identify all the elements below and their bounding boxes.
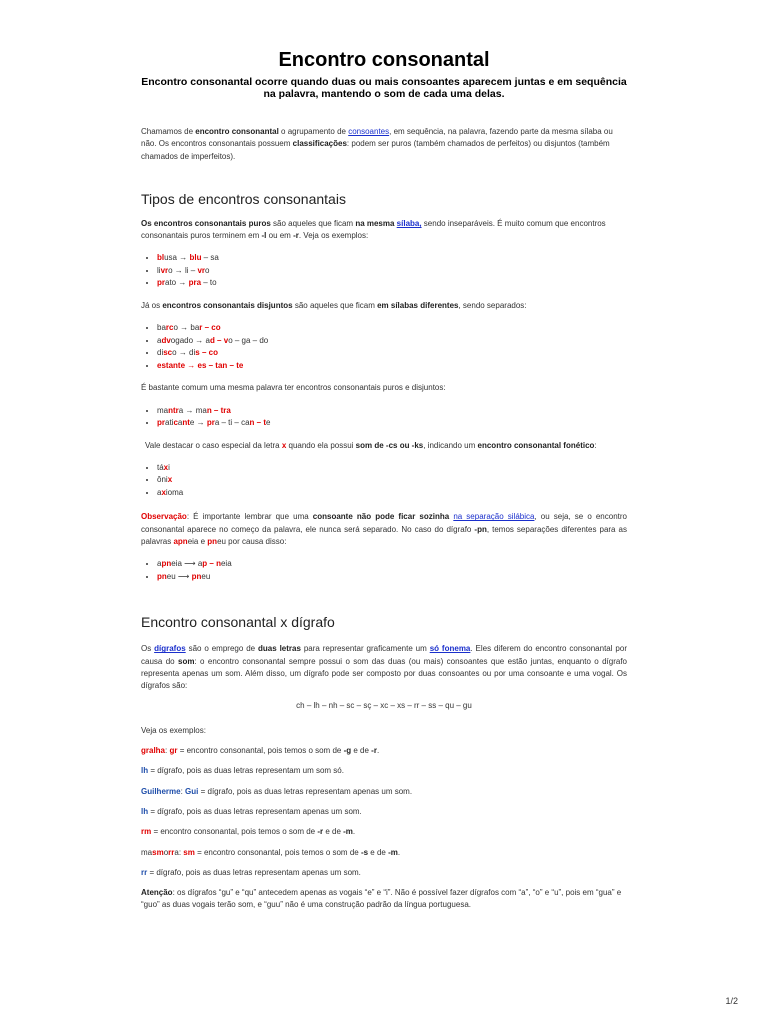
list-item: • ônix: [157, 474, 627, 487]
list-mistos: [141, 405, 627, 430]
list-item: • blusa → blu – sa: [157, 252, 627, 265]
list-item: • axioma: [157, 487, 627, 500]
list-x: [141, 462, 627, 500]
paragraph-observacao: Observação: É importante lembrar que uma consoante não pode ficar sozinha na separação silábica, ou seja, se o encontro consonantal aparece no começo da palavra, ele nunca será separado. No caso do dígrafo -pn, temos separações diferentes para as palavras apneia e pneu por causa disso:: [141, 512, 627, 546]
digrafos-list: ch – lh – nh – sc – sç – xc – xs – rr – ss – qu – gu: [296, 701, 472, 711]
example-rr: rr = dígrafo, pois as duas letras representam apenas um som.: [141, 867, 361, 877]
paragraph-disjuntos: Já os encontros consonantais disjuntos são aqueles que ficam em sílabas diferentes, sendo separados:: [141, 300, 527, 310]
list-pn: [141, 558, 627, 583]
section-heading-digrafo: Encontro consonantal x dígrafo: [141, 614, 335, 631]
intro-paragraph: Chamamos de encontro consonantal o agrupamento de consoantes, em sequência, na palavra, fazendo parte da mesma sílaba ou não. Os encontros consonantais possuem classificações: podem ser puros (também chamados de perfeitos) ou disjuntos (também chamados de imperfeitos).: [141, 127, 613, 161]
list-item: • disco → dis – co: [157, 347, 627, 360]
link-separacao-silabica[interactable]: na separação silábica: [453, 512, 535, 522]
page-subtitle: Encontro consonantal ocorre quando duas ou mais consoantes aparecem juntas e em sequência na palavra, mantendo o som de cada uma delas.: [141, 76, 627, 100]
example-masmorra: masmorra: sm = encontro consonantal, pois temos o som de -s e de -m.: [141, 847, 401, 857]
paragraph-puros: Os encontros consonantais puros são aqueles que ficam na mesma sílaba, sendo inseparáveis. É muito comum que encontros consonantais puros terminem em -l ou em -r. Veja os exemplos:: [141, 218, 606, 241]
list-item: • livro → li – vro: [157, 265, 627, 278]
paragraph-letra-x: Vale destacar o caso especial da letra x quando ela possui som de -cs ou -ks, indicando um encontro consonantal fonético:: [145, 440, 597, 450]
link-consoantes[interactable]: consoantes: [348, 127, 390, 136]
page-title: Encontro consonantal: [278, 49, 490, 71]
list-item: • mantra → man – tra: [157, 405, 627, 418]
example-rm: rm = encontro consonantal, pois temos o som de -r e de -m.: [141, 827, 356, 837]
list-item: • pneu ⟶ pneu: [157, 571, 627, 584]
list-item: • prato → pra – to: [157, 277, 627, 290]
link-digrafos[interactable]: dígrafos: [154, 644, 186, 654]
paragraph-puros-e-disjuntos: É bastante comum uma mesma palavra ter encontros consonantais puros e disjuntos:: [141, 383, 446, 393]
list-item: • apneia ⟶ ap – neia: [157, 558, 627, 571]
list-item: • advogado → ad – vo – ga – do: [157, 335, 627, 348]
veja-exemplos: Veja os exemplos:: [141, 725, 206, 735]
example-lh: lh = dígrafo, pois as duas letras representam um som só.: [141, 766, 344, 776]
list-item: • táxi: [157, 462, 627, 475]
list-item: • praticante → pra – ti – can – te: [157, 417, 627, 430]
list-disjuntos: [141, 322, 627, 372]
document-page: [141, 48, 627, 912]
example-gralha: gralha: gr = encontro consonantal, pois temos o som de -g e de -r.: [141, 746, 380, 756]
example-lh-2: lh = dígrafo, pois as duas letras representam apenas um som.: [141, 806, 362, 816]
list-item: • estante → es – tan – te: [157, 360, 627, 373]
link-so-fonema[interactable]: só fonema: [429, 644, 471, 654]
link-silaba[interactable]: sílaba,: [396, 218, 422, 228]
section-heading-tipos: Tipos de encontros consonantais: [141, 190, 346, 207]
list-item: • barco → bar – co: [157, 322, 627, 335]
example-guilherme: Guilherme: Gui = dígrafo, pois as duas letras representam apenas um som.: [141, 786, 413, 796]
list-puros: [141, 252, 627, 290]
page-number: 1/2: [725, 996, 738, 1006]
paragraph-digrafos: Os dígrafos são o emprego de duas letras para representar graficamente um só fonema. Eles diferem do encontro consonantal por causa do som: o encontro consonantal sempre possui o som das duas (ou mais) consoantes que estão juntas, enquanto o dígrafo representa apenas um som. Além disso, um dígrafo pode ser composto por duas consoantes ou por uma consoante e uma vogal. Os dígrafos são:: [141, 644, 627, 691]
paragraph-atencao: Atenção: os dígrafos “gu” e “qu” antecedem apenas as vogais “e” e “i”. Não é possível fazer dígrafos com “a”, “o” e “u”, pois em “gua” e “guo” as duas vogais terão som, e “guu” não é uma construção padrão da língua portuguesa.: [141, 888, 622, 910]
